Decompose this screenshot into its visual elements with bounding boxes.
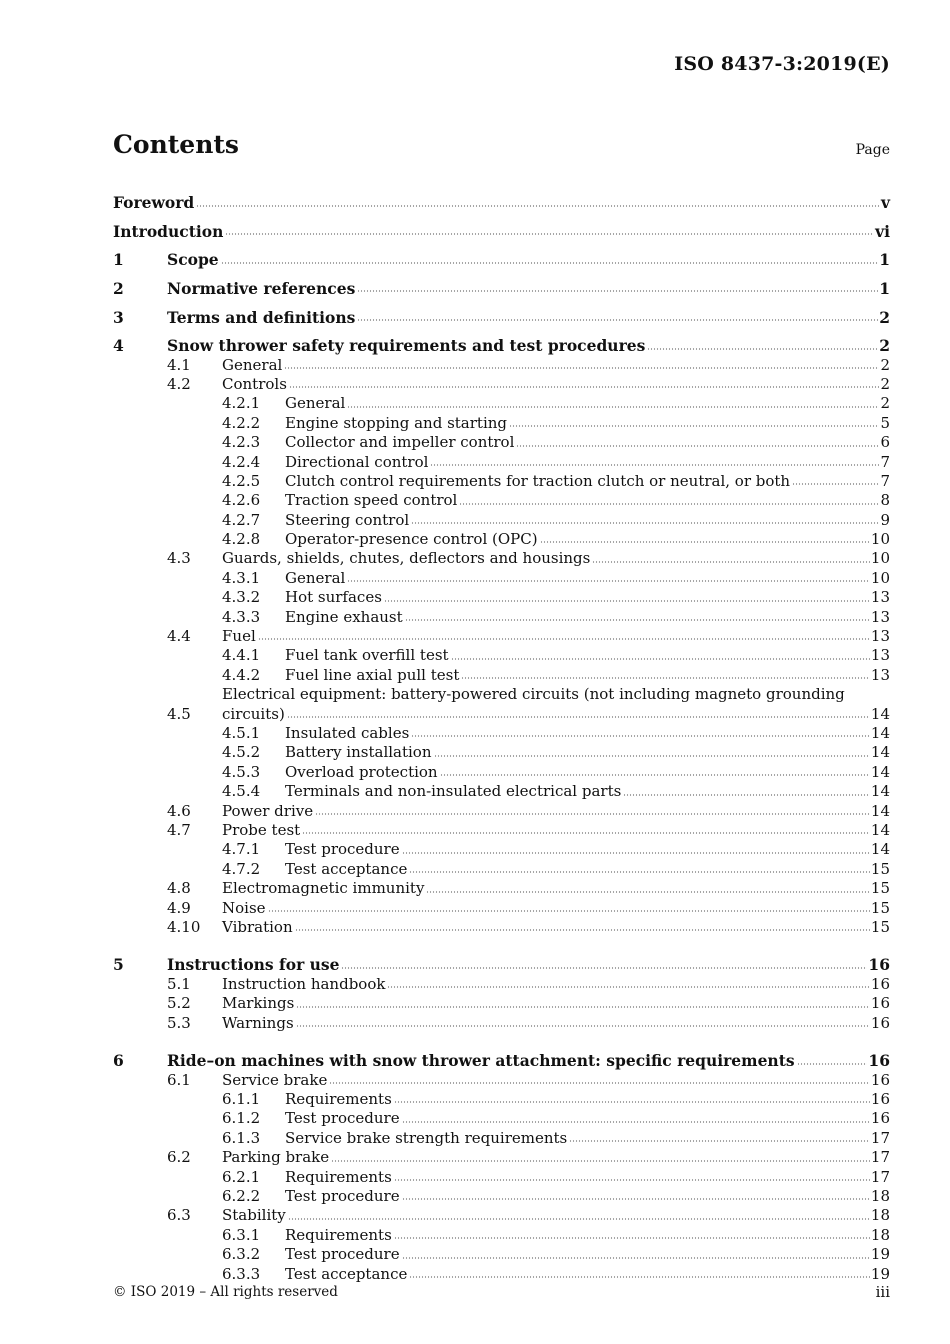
toc-entry-title: Test procedure: [285, 1109, 400, 1128]
toc-entry-number: 6.1.1: [222, 1090, 261, 1109]
toc-entry[interactable]: [113, 918, 890, 937]
toc-entry-page: 1: [879, 250, 890, 270]
toc-entry-title: General: [285, 568, 346, 587]
toc-entry-page: 6: [880, 433, 890, 452]
toc-entry-page: 13: [870, 646, 890, 665]
toc-entry-number: 4.3.2: [222, 588, 261, 607]
toc-entry-title: Test procedure: [285, 840, 400, 859]
toc-entry-title: Markings: [222, 994, 295, 1013]
toc-entry[interactable]: [113, 724, 890, 743]
toc-leader-dots: [295, 928, 870, 932]
toc-entry-page: 16: [870, 1090, 890, 1109]
toc-entry-number: 4.1: [167, 355, 191, 374]
toc-entry-number: 6.1.3: [222, 1128, 261, 1147]
toc-entry-title: Parking brake: [222, 1148, 330, 1167]
toc-entry-number: 4.3.3: [222, 607, 261, 626]
toc-entry-title: Instruction handbook: [222, 974, 386, 993]
toc-entry-page: 15: [870, 859, 890, 878]
toc-entry-page: 15: [870, 879, 890, 898]
toc-entry[interactable]: [113, 375, 890, 394]
toc-entry-number: 4.2.8: [222, 530, 261, 549]
toc-entry-title: Fuel: [222, 627, 256, 646]
toc-entry[interactable]: [113, 1226, 890, 1245]
toc-entry-title: Engine exhaust: [285, 607, 403, 626]
toc-entry-title: General: [222, 355, 283, 374]
toc-leader-dots: [384, 599, 870, 603]
toc-entry-title: Probe test: [222, 820, 301, 839]
toc-entry[interactable]: [113, 433, 890, 452]
toc-entry[interactable]: [113, 685, 890, 724]
toc-leader-dots: [387, 985, 869, 989]
toc-entry[interactable]: [113, 394, 890, 413]
toc-entry[interactable]: [113, 241, 890, 270]
toc-leader-dots: [426, 890, 869, 894]
toc-entry[interactable]: [113, 327, 890, 356]
toc-entry[interactable]: [113, 802, 890, 821]
toc-entry[interactable]: [113, 569, 890, 588]
toc-leader-dots: [402, 851, 870, 855]
toc-entry-number: 6.3.3: [222, 1264, 261, 1283]
toc-entry-title: Fuel tank overfill test: [285, 646, 449, 665]
document-id: ISO 8437-3:2019(E): [674, 53, 890, 75]
toc-entry[interactable]: [113, 1071, 890, 1090]
toc-entry-number: 4: [113, 336, 124, 356]
toc-entry-page: 15: [870, 917, 890, 936]
toc-leader-dots: [296, 1024, 870, 1028]
toc-entry-number: 4.5.4: [222, 782, 261, 801]
toc-entry-number: 4.5.2: [222, 743, 261, 762]
toc-entry[interactable]: [113, 763, 890, 782]
toc-entry[interactable]: [113, 975, 890, 994]
toc-entry[interactable]: [113, 899, 890, 918]
toc-entry[interactable]: [113, 1168, 890, 1187]
toc-entry-title: Terminals and non-insulated electrical parts: [285, 782, 622, 801]
toc-entry[interactable]: [113, 1148, 890, 1167]
toc-entry-page: 2: [879, 307, 890, 327]
toc-leader-dots: [196, 204, 880, 208]
toc-entry-title-continued: [222, 705, 890, 724]
toc-entry-number: 4.2.3: [222, 433, 261, 452]
toc-entry-page: v: [880, 193, 890, 213]
toc-entry-title: Overload protection: [285, 762, 438, 781]
toc-entry-number: 4.3.1: [222, 568, 261, 587]
toc-entry-number: 6.1.2: [222, 1109, 261, 1128]
toc-leader-dots: [287, 715, 870, 719]
toc-entry-title: Service brake: [222, 1070, 328, 1089]
toc-entry[interactable]: [113, 356, 890, 375]
toc-entry[interactable]: [113, 946, 890, 975]
toc-entry-page: 14: [870, 820, 890, 839]
toc-entry[interactable]: [113, 994, 890, 1013]
toc-leader-dots: [516, 444, 879, 448]
toc-gap: [113, 937, 890, 946]
toc-entry-page: 16: [868, 955, 890, 975]
toc-entry-title: Vibration: [222, 917, 293, 936]
toc-entry-page: 5: [880, 413, 890, 432]
toc-entry-page: 10: [870, 549, 890, 568]
toc-entry[interactable]: [113, 472, 890, 491]
toc-entry-number: 6.3.1: [222, 1225, 261, 1244]
toc-entry[interactable]: [113, 549, 890, 568]
page-number: iii: [875, 1283, 890, 1301]
toc-entry-page: 9: [880, 510, 890, 529]
toc-entry-page: 13: [870, 588, 890, 607]
toc-entry-number: 4.7.1: [222, 840, 261, 859]
toc-leader-dots: [289, 385, 880, 389]
toc-entry[interactable]: [113, 298, 890, 327]
toc-entry-page: 19: [870, 1245, 890, 1264]
toc-entry-number: 4.2.2: [222, 413, 261, 432]
toc-entry-number: 4.9: [167, 898, 191, 917]
toc-entry-title: Hot surfaces: [285, 588, 382, 607]
toc-leader-dots: [461, 676, 870, 680]
toc-entry-number: 4.2.1: [222, 394, 261, 413]
toc-entry-page: 15: [870, 898, 890, 917]
toc-entry-number: 4.3: [167, 549, 191, 568]
toc-entry[interactable]: [113, 1090, 890, 1109]
toc-entry-page: vi: [875, 221, 890, 241]
toc-entry-title: Collector and impeller control: [285, 433, 515, 452]
toc-entry[interactable]: [113, 453, 890, 472]
toc-entry-number: 4.4.2: [222, 665, 261, 684]
toc-leader-dots: [302, 831, 870, 835]
toc-entry-title: Engine stopping and starting: [285, 413, 508, 432]
toc-entry-page: 14: [870, 801, 890, 820]
toc-entry-title: Test acceptance: [285, 859, 408, 878]
toc-leader-dots: [268, 909, 870, 913]
toc-entry[interactable]: [113, 646, 890, 665]
toc-entry-title: Steering control: [285, 510, 410, 529]
toc-entry-page: 14: [870, 743, 890, 762]
toc-entry-title: Battery installation: [285, 743, 432, 762]
toc-entry-title: Scope: [167, 250, 219, 270]
toc-entry-page: 16: [870, 1070, 890, 1089]
toc-entry-number: 4.5: [167, 704, 191, 723]
toc-entry-title-line2: circuits): [222, 704, 285, 723]
toc-leader-dots: [315, 812, 870, 816]
toc-leader-dots: [258, 637, 870, 641]
toc-leader-dots: [592, 560, 870, 564]
toc-entry[interactable]: [113, 608, 890, 627]
toc-leader-dots: [430, 463, 879, 467]
toc-entry[interactable]: [113, 821, 890, 840]
toc-entry-number: 4.6: [167, 801, 191, 820]
toc-leader-dots: [402, 1120, 870, 1124]
toc-leader-dots: [284, 366, 879, 370]
toc-entry[interactable]: [113, 530, 890, 549]
toc-entry[interactable]: [113, 743, 890, 762]
contents-heading: Contents: [113, 130, 240, 159]
toc-entry-page: 16: [870, 1109, 890, 1128]
toc-entry-title: Service brake strength requirements: [285, 1128, 568, 1147]
toc-leader-dots: [341, 966, 867, 970]
toc-entry[interactable]: [113, 840, 890, 859]
toc-entry-page: 19: [870, 1264, 890, 1283]
toc-entry-page: 14: [870, 704, 890, 723]
toc-entry[interactable]: [113, 666, 890, 685]
toc-entry-number: 4.4.1: [222, 646, 261, 665]
toc-entry[interactable]: [113, 270, 890, 299]
toc-entry-title: Warnings: [222, 1013, 294, 1032]
toc-entry-page: 2: [880, 374, 890, 393]
toc-leader-dots: [623, 793, 870, 797]
toc-leader-dots: [405, 618, 870, 622]
toc-entry[interactable]: [113, 213, 890, 242]
toc-entry-page: 13: [870, 665, 890, 684]
toc-entry[interactable]: [113, 491, 890, 510]
toc-entry[interactable]: [113, 1109, 890, 1128]
toc-entry-title: Stability: [222, 1206, 286, 1225]
table-of-contents: [113, 184, 890, 1284]
toc-entry[interactable]: [113, 627, 890, 646]
toc-leader-dots: [394, 1100, 870, 1104]
toc-entry-page: 2: [880, 394, 890, 413]
toc-entry-page: 16: [870, 1013, 890, 1032]
toc-entry-title: Foreword: [113, 193, 195, 213]
toc-entry-number: 6.1: [167, 1070, 191, 1089]
toc-entry-title: Noise: [222, 898, 266, 917]
toc-entry-number: 4.2.4: [222, 452, 261, 471]
toc-leader-dots: [288, 1217, 870, 1221]
toc-entry-page: 14: [870, 782, 890, 801]
toc-leader-dots: [434, 754, 870, 758]
toc-entry[interactable]: [113, 1245, 890, 1264]
toc-entry-title: Snow thrower safety requirements and test procedures: [167, 336, 646, 356]
toc-entry-page: 16: [870, 994, 890, 1013]
toc-entry[interactable]: [113, 860, 890, 879]
toc-entry[interactable]: [113, 1206, 890, 1225]
toc-leader-dots: [440, 773, 870, 777]
toc-leader-dots: [347, 405, 879, 409]
toc-entry-title: Directional control: [285, 452, 429, 471]
toc-entry-number: 1: [113, 250, 124, 270]
toc-entry-title: Requirements: [285, 1167, 392, 1186]
toc-entry-wrapped-title: [222, 685, 890, 724]
toc-entry-title: Requirements: [285, 1090, 392, 1109]
toc-entry-number: 4.4: [167, 627, 191, 646]
toc-entry-number: 5.2: [167, 994, 191, 1013]
toc-leader-dots: [296, 1005, 870, 1009]
toc-leader-dots: [792, 482, 879, 486]
toc-entry-page: 18: [870, 1186, 890, 1205]
toc-entry-page: 14: [870, 723, 890, 742]
page-column-label: Page: [855, 142, 890, 158]
toc-entry-page: 16: [868, 1051, 890, 1071]
toc-entry-title: Ride–on machines with snow thrower attachment: specific requirements: [167, 1051, 795, 1071]
toc-entry[interactable]: [113, 1129, 890, 1148]
toc-entry-number: 6.2: [167, 1148, 191, 1167]
toc-entry[interactable]: [113, 782, 890, 801]
toc-entry-number: 4.7: [167, 820, 191, 839]
toc-entry-page: 17: [870, 1128, 890, 1147]
toc-entry[interactable]: [113, 1014, 890, 1033]
toc-leader-dots: [451, 657, 870, 661]
toc-entry-title: Electrical equipment: battery-powered circuits (not including magneto grounding: [222, 685, 845, 704]
toc-entry-page: 7: [880, 471, 890, 490]
toc-entry[interactable]: [113, 184, 890, 213]
toc-entry-number: 4.5.3: [222, 762, 261, 781]
toc-leader-dots: [225, 232, 874, 236]
toc-leader-dots: [329, 1081, 870, 1085]
toc-entry-title: General: [285, 394, 346, 413]
toc-entry-number: 6.3.2: [222, 1245, 261, 1264]
toc-entry-title: Operator-presence control (OPC): [285, 530, 538, 549]
toc-entry-title: Requirements: [285, 1225, 392, 1244]
toc-leader-dots: [647, 347, 878, 351]
toc-entry-number: 6: [113, 1051, 124, 1071]
toc-entry-title: Test acceptance: [285, 1264, 408, 1283]
toc-entry-page: 2: [879, 336, 890, 356]
toc-leader-dots: [402, 1197, 870, 1201]
toc-entry[interactable]: [113, 1265, 890, 1284]
toc-leader-dots: [569, 1139, 870, 1143]
toc-entry-page: 18: [870, 1206, 890, 1225]
toc-leader-dots: [221, 261, 879, 265]
toc-entry-number: 4.2.5: [222, 471, 261, 490]
toc-entry-title: Insulated cables: [285, 723, 410, 742]
toc-leader-dots: [347, 579, 870, 583]
toc-entry[interactable]: [113, 511, 890, 530]
toc-entry-number: 5: [113, 955, 124, 975]
toc-entry-page: 1: [879, 278, 890, 298]
toc-gap: [113, 1033, 890, 1042]
toc-entry-title: Clutch control requirements for traction clutch or neutral, or both: [285, 471, 791, 490]
toc-entry[interactable]: [113, 1187, 890, 1206]
toc-entry-title: Normative references: [167, 278, 356, 298]
toc-entry-title: Test procedure: [285, 1186, 400, 1205]
toc-entry-page: 13: [870, 627, 890, 646]
toc-entry-number: 6.2.2: [222, 1186, 261, 1205]
toc-entry-title: Power drive: [222, 801, 314, 820]
toc-entry-page: 17: [870, 1167, 890, 1186]
toc-entry-title: Introduction: [113, 221, 224, 241]
toc-entry-number: 4.10: [167, 917, 201, 936]
toc-entry-number: 5.3: [167, 1013, 191, 1032]
toc-leader-dots: [409, 1275, 870, 1279]
toc-entry-page: 18: [870, 1225, 890, 1244]
toc-entry-page: 14: [870, 762, 890, 781]
copyright-notice: © ISO 2019 – All rights reserved: [113, 1284, 338, 1300]
toc-entry-number: 3: [113, 307, 124, 327]
toc-leader-dots: [459, 502, 879, 506]
toc-entry-title: Controls: [222, 374, 287, 393]
toc-leader-dots: [331, 1159, 870, 1163]
toc-leader-dots: [357, 318, 878, 322]
toc-entry[interactable]: [113, 879, 890, 898]
toc-entry-page: 8: [880, 491, 890, 510]
toc-entry-title: Instructions for use: [167, 955, 340, 975]
toc-leader-dots: [402, 1256, 870, 1260]
toc-entry-page: 14: [870, 840, 890, 859]
toc-leader-dots: [540, 540, 870, 544]
toc-leader-dots: [409, 870, 870, 874]
toc-leader-dots: [411, 734, 870, 738]
toc-entry-title: Fuel line axial pull test: [285, 665, 460, 684]
toc-entry-number: 4.2.7: [222, 510, 261, 529]
toc-entry-title: Electromagnetic immunity: [222, 879, 425, 898]
toc-entry-page: 10: [870, 568, 890, 587]
toc-entry[interactable]: [113, 588, 890, 607]
toc-entry-title: Guards, shields, chutes, deflectors and housings: [222, 549, 591, 568]
toc-leader-dots: [509, 424, 879, 428]
toc-leader-dots: [411, 521, 879, 525]
toc-entry-title: Terms and definitions: [167, 307, 356, 327]
toc-entry-title: Traction speed control: [285, 491, 458, 510]
toc-entry-page: 10: [870, 530, 890, 549]
toc-entry-page: 17: [870, 1148, 890, 1167]
toc-entry-title: Test procedure: [285, 1245, 400, 1264]
toc-entry-number: 5.1: [167, 974, 191, 993]
toc-leader-dots: [357, 289, 878, 293]
toc-entry-number: 6.3: [167, 1206, 191, 1225]
toc-entry-number: 4.8: [167, 879, 191, 898]
toc-entry-number: 4.5.1: [222, 723, 261, 742]
toc-entry-page: 7: [880, 452, 890, 471]
toc-entry-number: 4.2.6: [222, 491, 261, 510]
toc-entry-number: 4.2: [167, 374, 191, 393]
toc-entry-page: 2: [880, 355, 890, 374]
toc-entry-number: 6.2.1: [222, 1167, 261, 1186]
toc-entry-number: 2: [113, 278, 124, 298]
toc-leader-dots: [797, 1062, 868, 1066]
toc-leader-dots: [394, 1236, 870, 1240]
toc-entry[interactable]: [113, 414, 890, 433]
toc-entry[interactable]: [113, 1042, 890, 1071]
toc-entry-page: 13: [870, 607, 890, 626]
toc-entry-page: 16: [870, 974, 890, 993]
toc-entry-number: 4.7.2: [222, 859, 261, 878]
toc-leader-dots: [394, 1178, 870, 1182]
